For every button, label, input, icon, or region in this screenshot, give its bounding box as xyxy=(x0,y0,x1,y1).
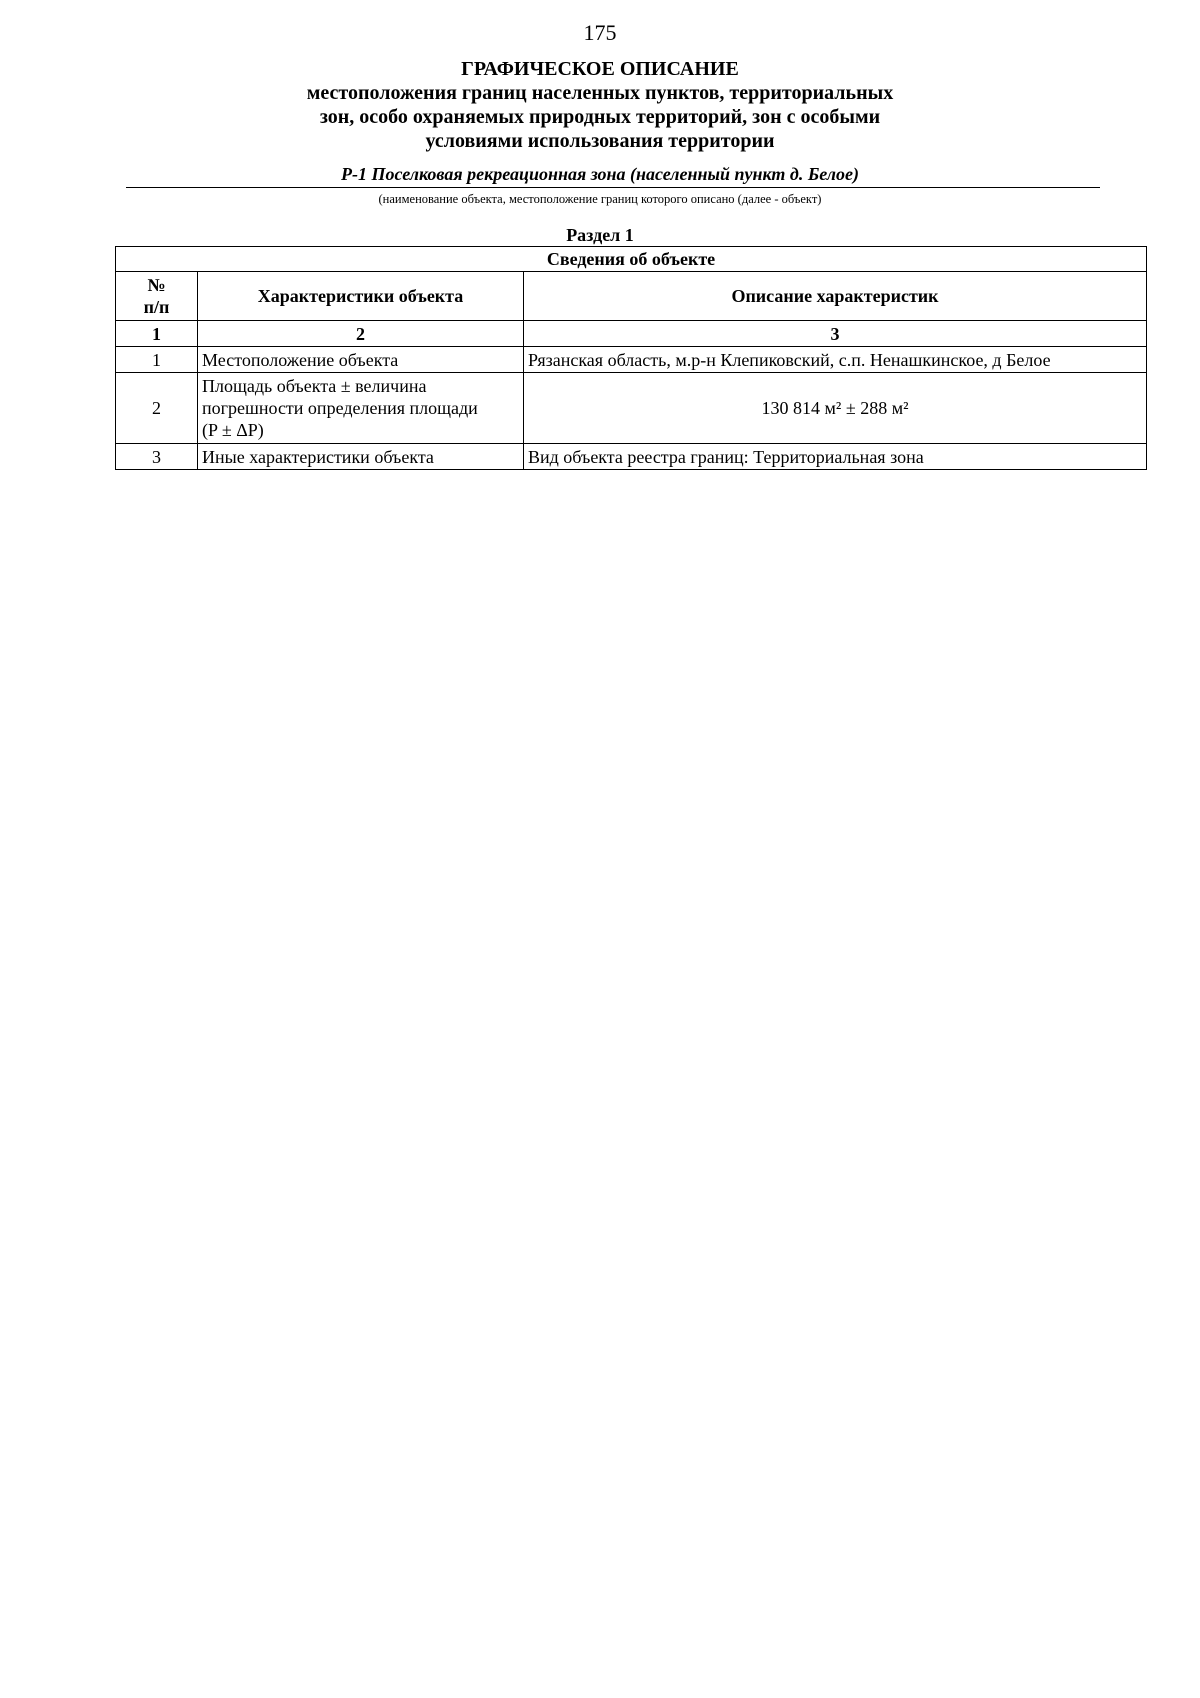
row-2-characteristic-line-3: (P ± ΔP) xyxy=(202,420,264,440)
header-num-line-1: № xyxy=(147,275,166,295)
row-3-num: 3 xyxy=(116,444,198,470)
row-2-num: 2 xyxy=(116,373,198,444)
header-description: Описание характеристик xyxy=(524,272,1147,321)
column-number-3: 3 xyxy=(524,321,1147,347)
row-2-characteristic xyxy=(198,373,524,444)
row-1-characteristic: Местоположение объекта xyxy=(198,347,524,373)
object-underline xyxy=(126,187,1100,188)
column-number-2: 2 xyxy=(198,321,524,347)
table-row xyxy=(116,347,1147,373)
table-row xyxy=(116,444,1147,470)
object-name: Р-1 Поселковая рекреационная зона (населенный пункт д. Белое) xyxy=(340,164,860,184)
table-caption: Сведения об объекте xyxy=(116,247,1147,272)
row-3-characteristic: Иные характеристики объекта xyxy=(198,444,524,470)
document-title xyxy=(0,57,1200,153)
row-2-characteristic-line-2: погрешности определения площади xyxy=(202,398,478,418)
object-caption: (наименование объекта, местоположение границ которого описано (далее - объект) xyxy=(378,192,822,206)
header-num xyxy=(116,272,198,321)
table-row xyxy=(116,373,1147,444)
header-characteristics: Характеристики объекта xyxy=(198,272,524,321)
row-1-description: Рязанская область, м.р-н Клепиковский, с.п. Ненашкинское, д Белое xyxy=(524,347,1147,373)
row-2-characteristic-line-1: Площадь объекта ± величина xyxy=(202,376,427,396)
row-1-num: 1 xyxy=(116,347,198,373)
title-line-1: ГРАФИЧЕСКОЕ ОПИСАНИЕ xyxy=(461,58,739,80)
row-2-description: 130 814 м² ± 288 м² xyxy=(524,373,1147,444)
header-num-line-2: п/п xyxy=(143,297,170,317)
object-info-table xyxy=(115,246,1147,470)
title-line-2: местоположения границ населенных пунктов, территориальных xyxy=(306,82,894,104)
section-title: Раздел 1 xyxy=(566,225,634,245)
row-3-description: Вид объекта реестра границ: Территориальная зона xyxy=(524,444,1147,470)
column-number-1: 1 xyxy=(116,321,198,347)
title-line-4: условиями использования территории xyxy=(425,130,775,152)
title-line-3: зон, особо охраняемых природных территорий, зон с особыми xyxy=(319,106,881,128)
page-number: 175 xyxy=(583,20,617,45)
